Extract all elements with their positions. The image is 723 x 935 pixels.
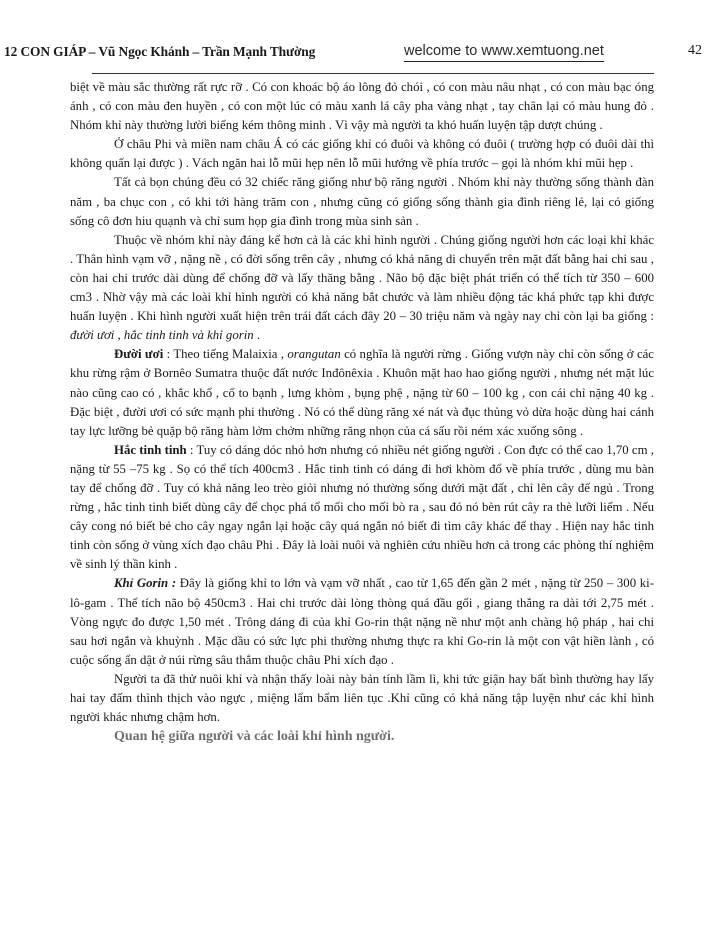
- paragraph-text: : Tuy có dáng dóc nhỏ hơn nhưng có nhiều nét giống người . Con đực có thể cao 1,70 cm , nặng từ 55 –75 kg . Sọ có thể tích 400cm3 . Hắc tinh tinh có dáng đi hơi khòm đổ về phía trước , dùng mu bàn tay để chống đỡ . Tuy có khả năng leo trèo giỏi nhưng nó thường sống dưới mặt đất , chỉ lên cây để ngủ . Trong rừng , hắc tinh tinh biết dùng cây để chọc phá tổ mối cho mối bò ra , sau đó nó bèn rút cây ra thè lưỡi liếm . Nếu cây cong nó biết bẻ cho cây ngay ngắn lại hoặc cây quá ngắn nó biết đi tìm cây khác để thay . Hiện nay hắc tinh tinh còn sống ở vùng xích đạo châu Phi . Đây là loài nuôi và nghiên cứu nhiều hơn cả trong các phòng thí nghiệm về sinh lý thần kinh .: [70, 442, 654, 572]
- paragraph-text: .: [253, 328, 261, 343]
- species-list: đười ươi , hắc tinh tinh và khỉ gorin: [70, 328, 254, 343]
- paragraph: [70, 231, 654, 346]
- book-title: 12 CON GIÁP – Vũ Ngọc Khánh – Trần Mạnh Thường: [4, 44, 316, 59]
- page-body: [70, 78, 654, 746]
- page-header: [0, 42, 723, 66]
- term-gorilla: Khỉ Gorin :: [114, 576, 177, 591]
- paragraph: [70, 441, 654, 575]
- website-link[interactable]: [404, 43, 604, 59]
- latin-name: orangutan: [287, 347, 341, 362]
- website-link-text[interactable]: welcome to www.xemtuong.net: [404, 43, 604, 59]
- link-underline: [404, 61, 604, 62]
- paragraph: [70, 345, 654, 440]
- paragraph-text: có nghĩa là người rừng . Giống vượn này chỉ còn sống ở các khu rừng rậm ở Bornêo Sumatra thuộc đất nước Inđônêxia . Khuôn mặt hao hao giống người , nhưng nét mặt lúc nào cũng cao có , khắc khổ , cổ to bạnh , lưng khòm , bụng phệ , nặng từ 60 – 100 kg , con cái chỉ nặng 40 kg . Đặc biệt , đười ươi có sức mạnh phi thường . Nó có thể dùng răng xé nát và đục thủng vỏ dừa hoặc dùng hai cánh tay lực lưỡng bẻ quặp bộ răng hàm lởm chởm những răng nhọn của cá sấu rồi ném xác xuống sông .: [70, 347, 654, 438]
- paragraph-text: Đây là giống khỉ to lớn và vạm vỡ nhất , cao từ 1,65 đến gần 2 mét , nặng từ 250 – 300 ki-lô-gam . Thể tích não bộ 450cm3 . Hai chi trước dài lòng thòng quá đầu gối , giang thẳng ra dài tới 2,75 mét . Vòng ngực đo được 1,50 mét . Trông dáng đi của khỉ Go-rin thật nặng nề như một anh chàng hộ pháp , hai chi sau hơi ngắn và khuỳnh . Mặc dầu có sức lực phi thường nhưng thực ra khỉ Go-rin là một con vật hiền lành , có cuộc sống ẩn dật ở núi rừng sâu thẳm thuộc châu Phi xích đạo .: [70, 576, 654, 667]
- paragraph: Người ta đã thử nuôi khỉ và nhận thấy loài này bản tính lầm lì, khi tức giận hay bất bình thường hay lấy hai tay đấm thình thịch vào ngực , miệng lẩm bẩm liên tục .Khỉ cũng có khả năng tập luyện như các khỉ hình người khác nhưng chậm hơn.: [70, 671, 654, 725]
- paragraph: Tất cả bọn chúng đều có 32 chiếc răng giống như bộ răng người . Nhóm khỉ này thường sống thành đàn năm , ba chục con , có khi tới hàng trăm con , nhưng cũng có giống sống thành gia đình riêng lẻ, lại có giống sống cô đơn hiu quạnh và chỉ sum họp gia đình trong mùa sinh sản .: [70, 175, 654, 228]
- paragraph: biệt về màu sắc thường rất rực rỡ . Có con khoác bộ áo lông đỏ chói , có con màu nâu nhạt , có con màu bạc óng ánh , có con màu đen huyền , có con một lúc có màu xanh lá cây pha vàng nhạt , tay chân lại có màu hung đỏ . Nhóm khỉ này thường lười biếng kém thông minh . Vì vậy mà người ta khó huấn luyện tập dượt chúng .: [70, 80, 654, 133]
- paragraph-text: : Theo tiếng Malaixia ,: [163, 347, 288, 362]
- section-title: Quan hệ giữa người và các loài khỉ hình người.: [114, 729, 395, 745]
- term-orangutan: Đười ươi: [114, 347, 164, 362]
- paragraph: [70, 574, 654, 669]
- paragraph: Ở châu Phi và miền nam châu Á có các giống khỉ có đuôi và không có đuôi ( trường hợp có đuôi dài thì không quấn lại được ) . Vách ngăn hai lỗ mũi hẹp nên lỗ mũi hướng về phía trước – gọi là nhóm khỉ mũi hẹp .: [70, 137, 654, 171]
- term-chimpanzee: Hắc tinh tinh: [114, 442, 187, 457]
- paragraph-text: Thuộc về nhóm khỉ này đáng kể hơn cả là các khỉ hình người . Chúng giống người hơn các loại khỉ khác . Thân hình vạm vỡ , nặng nề , có đời sống trên cây , nhưng có khả năng di chuyển trên mặt đất bằng hai chi sau , còn hai chi trước dài dùng để chống đỡ và lấy thăng bằng . Não bộ đặc biệt phát triển có thể tích từ 350 – 600 cm3 . Nhờ vậy mà các loài khỉ hình người có khả năng bắt chước và làm nhiều động tác khá phức tạp khi được huấn luyện . Khi hình người xuất hiện trên trái đất cách đây 20 – 30 triệu năm và ngày nay chỉ còn lại ba giống :: [70, 232, 654, 324]
- header-divider: [92, 73, 654, 74]
- page-number: 42: [688, 43, 702, 58]
